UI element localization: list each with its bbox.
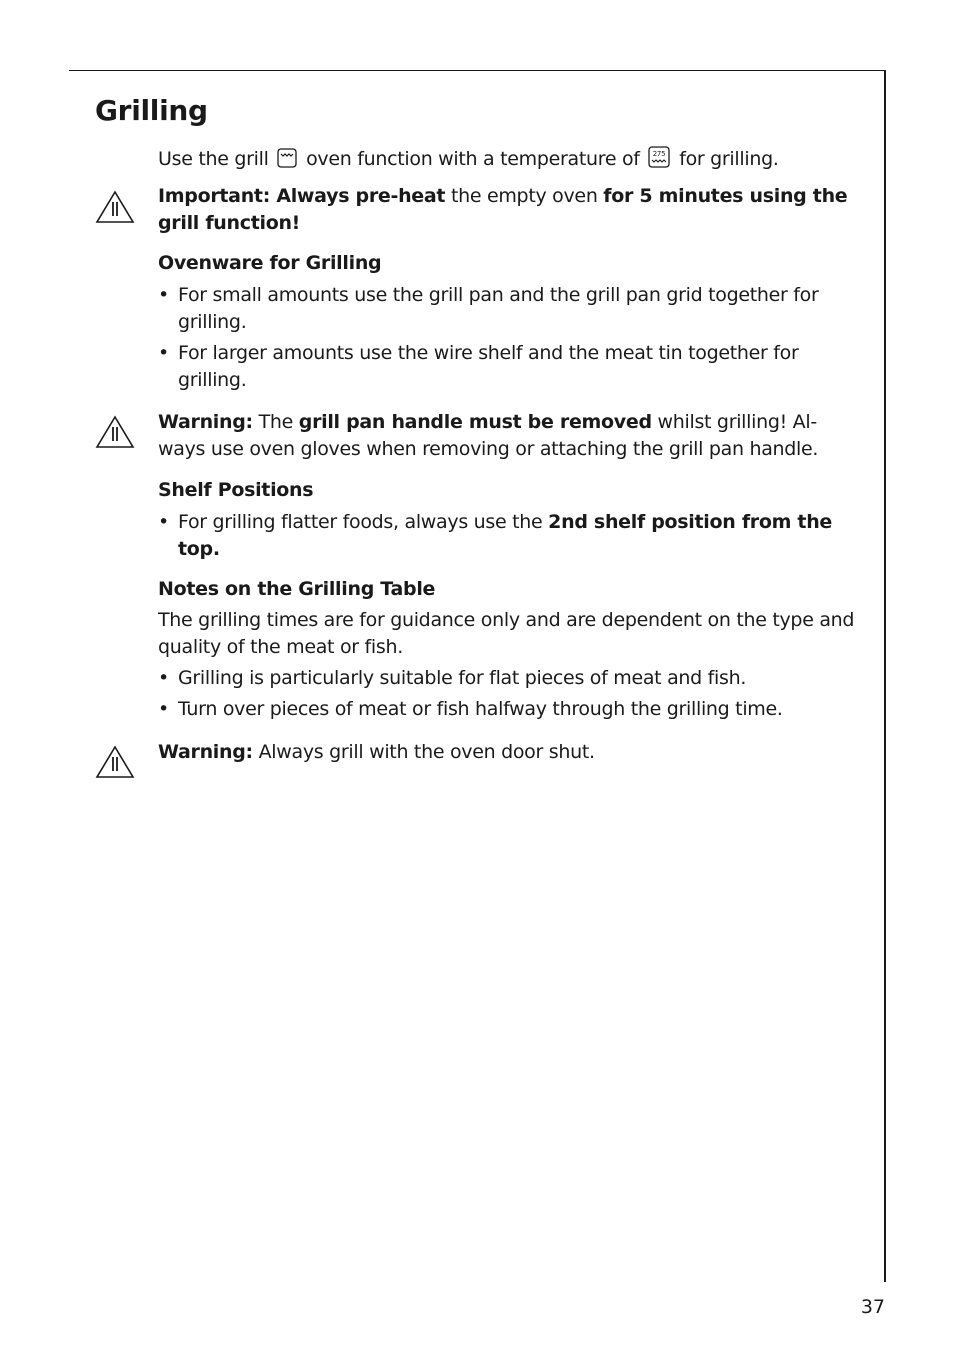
- list-item: • For grilling flatter foods, always use the 2nd shelf position from the top.: [158, 509, 863, 563]
- list-item: • For small amounts use the grill pan and the grill pan grid together for grilling.: [158, 282, 863, 336]
- warning-handle: Warning: The grill pan handle must be removed whilst grilling! Al-ways use oven gloves when removing or attaching the grill pan handle.: [158, 411, 819, 460]
- warning-triangle-icon: [95, 744, 135, 780]
- ovenware-heading: Ovenware for Grilling: [158, 252, 382, 274]
- warning-door: Warning: Always grill with the oven door shut.: [158, 741, 595, 763]
- notes-heading: Notes on the Grilling Table: [158, 578, 436, 600]
- warning-triangle-icon: [95, 414, 135, 450]
- svg-text:275: 275: [653, 150, 666, 158]
- shelf-section: [158, 477, 863, 563]
- page-number: 37: [860, 1296, 885, 1318]
- important-note: Important: Always pre-heat the empty oven for 5 minutes using the grill function!: [158, 185, 848, 234]
- right-rule: [884, 70, 886, 1282]
- warning-triangle-icon: [95, 189, 135, 225]
- grill-function-icon: [277, 148, 297, 168]
- notes-section: [158, 576, 863, 723]
- section-title: Grilling: [95, 94, 208, 127]
- list-item: • Turn over pieces of meat or fish halfway through the grilling time.: [158, 696, 863, 723]
- list-item: • For larger amounts use the wire shelf and the meat tin together for grilling.: [158, 340, 863, 394]
- list-item: • Grilling is particularly suitable for flat pieces of meat and fish.: [158, 665, 863, 692]
- top-rule: [69, 70, 886, 71]
- shelf-heading: Shelf Positions: [158, 479, 314, 501]
- temperature-setting-icon: [648, 146, 670, 168]
- ovenware-section: [158, 250, 863, 394]
- notes-paragraph: The grilling times are for guidance only and are dependent on the type and quality of the meat or fish.: [158, 609, 855, 658]
- intro-paragraph: Use the grill oven function with a temperature of 275 for grilling.: [158, 148, 779, 170]
